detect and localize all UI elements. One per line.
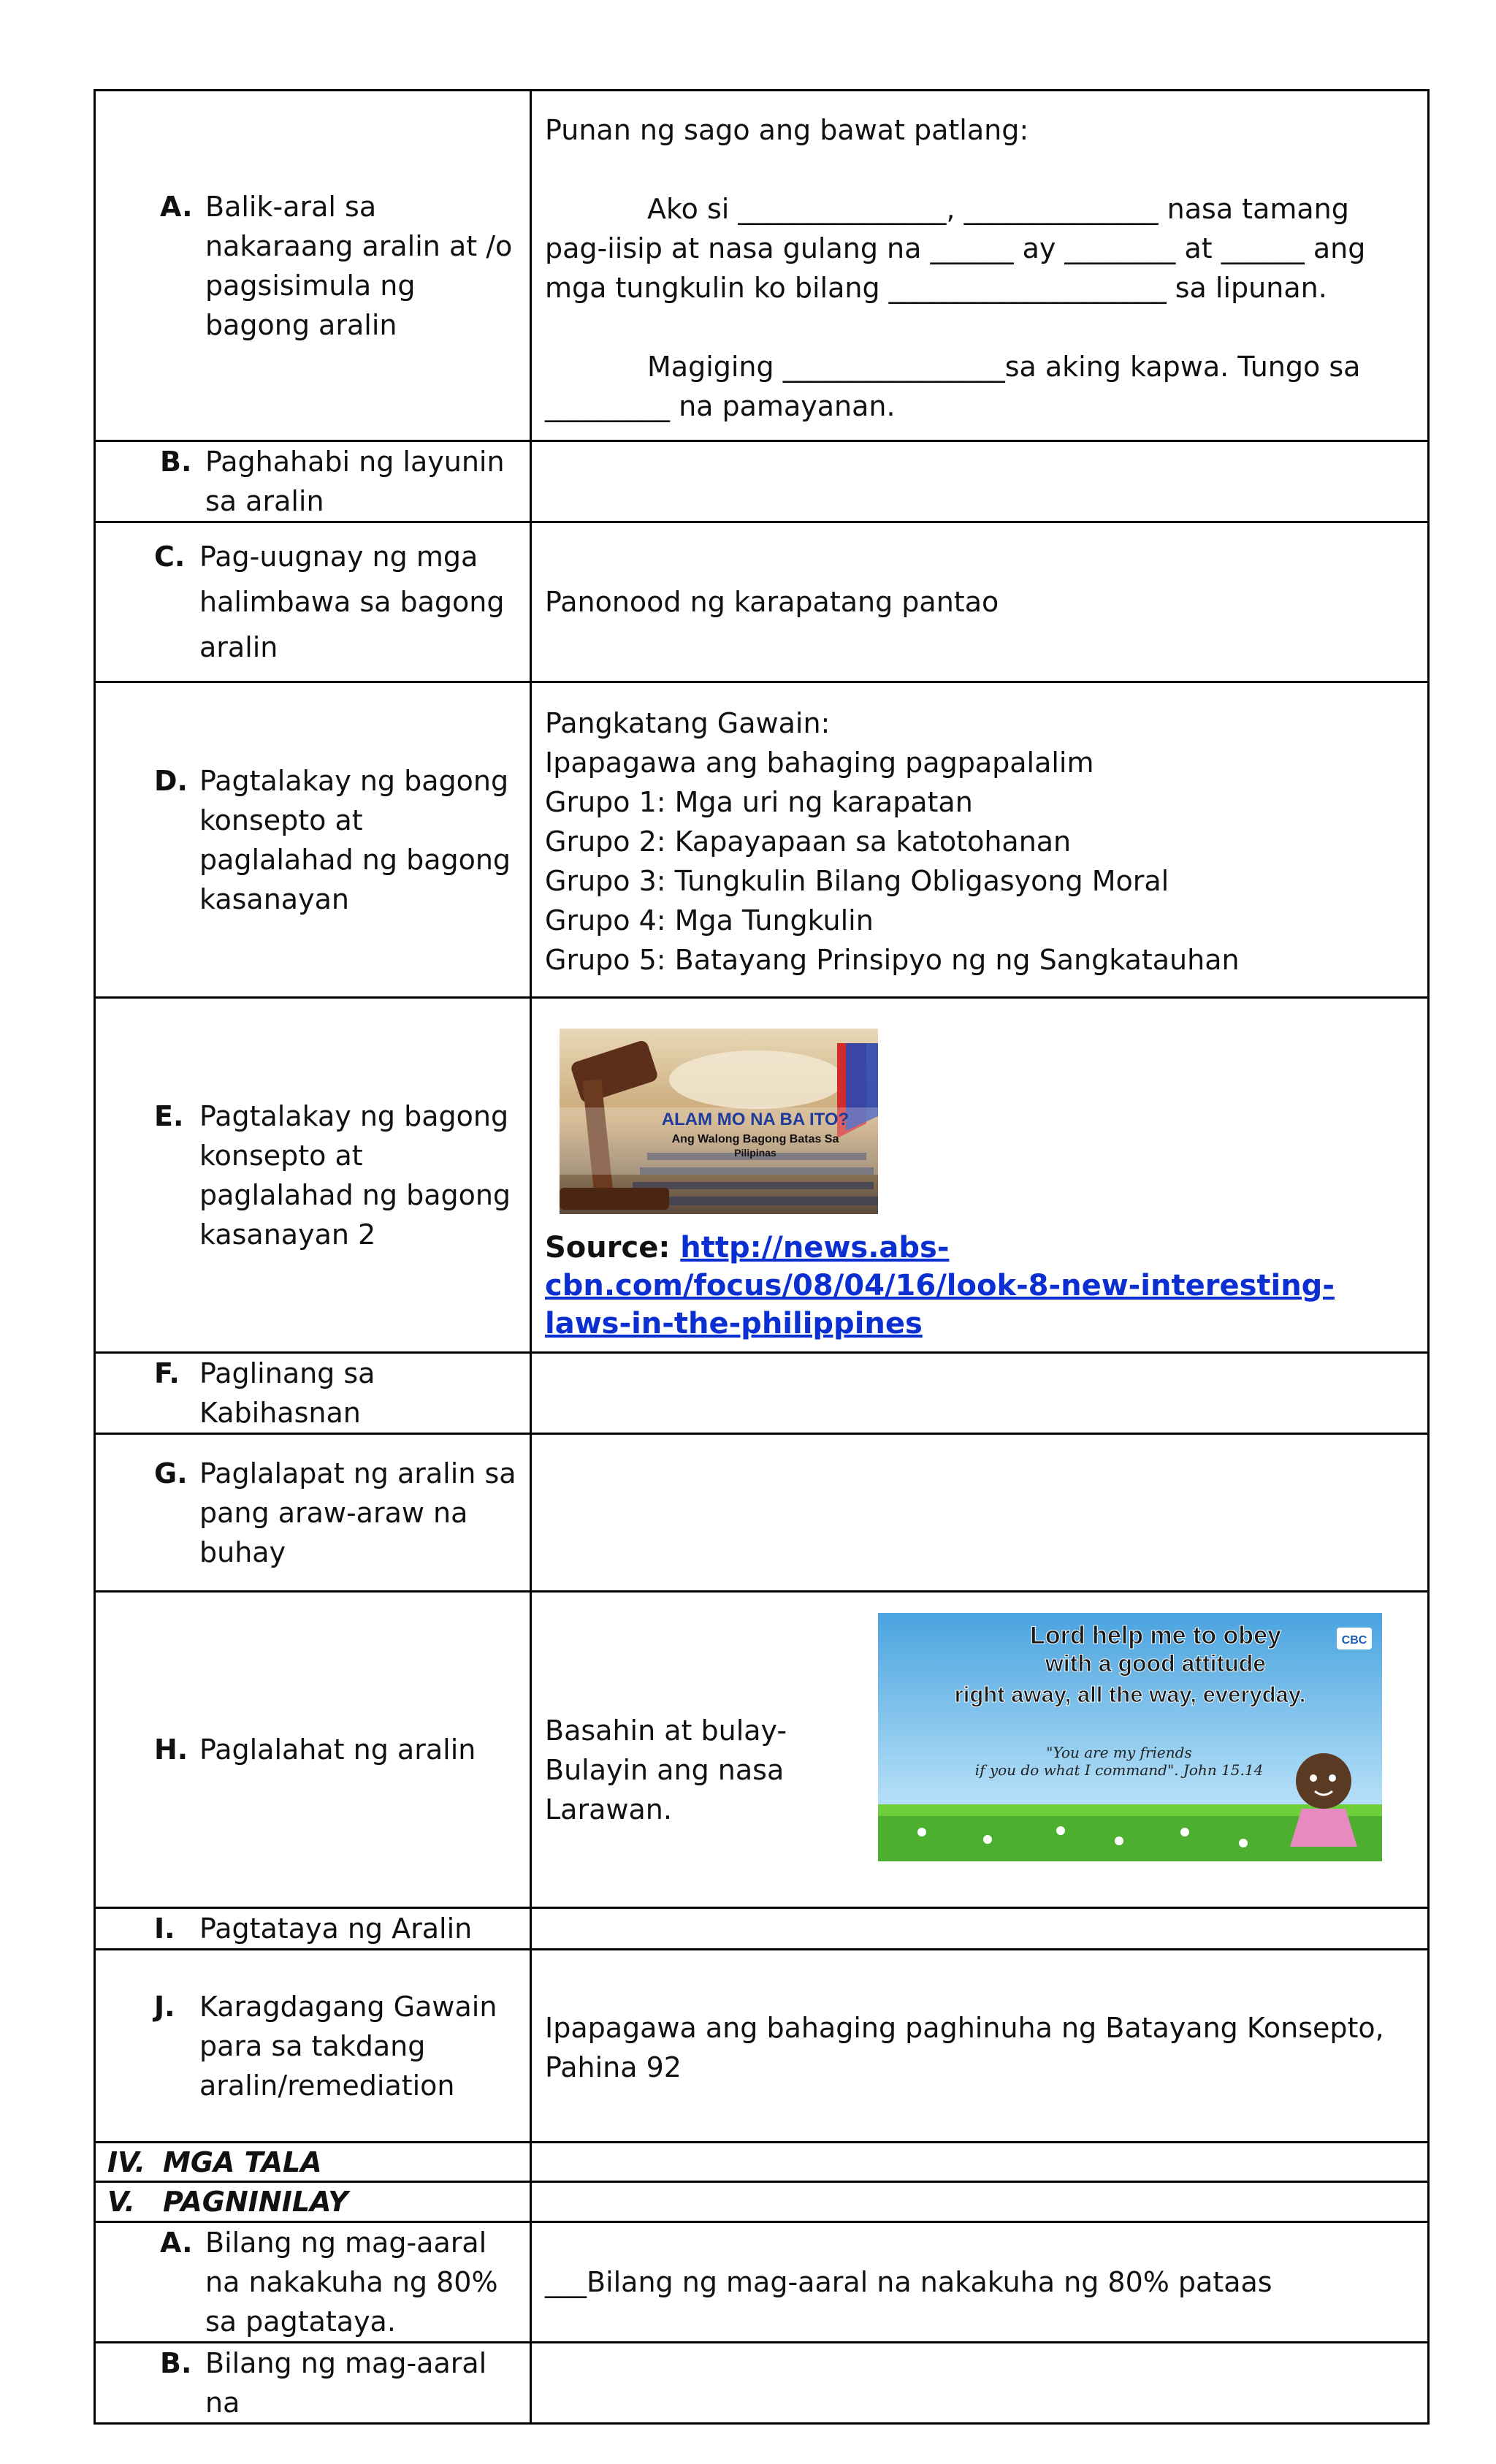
group-activity-line: Grupo 3: Tungkulin Bilang Obligasyong Moral: [545, 864, 1169, 897]
row-d-label-cell: [95, 682, 531, 998]
row-letter: A.: [160, 190, 193, 223]
group-activity-line: Pangkatang Gawain:: [545, 706, 831, 739]
row-c-label-cell: [95, 522, 531, 682]
fill-in-paragraph-2: Magiging ________________sa aking kapwa. Tungo sa _________ na pamayanan.: [545, 350, 1361, 422]
group-activity-line: Grupo 5: Batayang Prinsipyo ng ng Sangkatauhan: [545, 943, 1240, 976]
section-title: MGA TALA: [163, 2145, 322, 2178]
row-label: Pagtalakay ng bagong konsepto at paglalahad ng bagong kasanayan: [199, 764, 511, 915]
content-line: Larawan.: [545, 1793, 672, 1826]
image-subtitle-2: Pilipinas: [734, 1146, 776, 1159]
row-f-content-cell: [531, 1353, 1429, 1434]
row-label: Bilang ng mag-aaral na nakakuha ng 80% sa pagtataya.: [205, 2227, 498, 2338]
row-letter: E.: [154, 1099, 184, 1132]
row-a: [95, 91, 1429, 441]
source-link[interactable]: http://news.abs-cbn.com/focus/08/04/16/look-8-new-interesting-laws-in-the-philippines: [545, 1230, 1335, 1340]
row-g: [95, 1434, 1429, 1592]
lesson-plan-table: [94, 89, 1430, 2425]
row-e-label-cell: [95, 998, 531, 1353]
row-label: Bilang ng mag-aaral na: [205, 2347, 487, 2419]
section-title: PAGNINILAY: [163, 2186, 348, 2218]
row-letter: I.: [154, 1912, 175, 1945]
row-v-a: [95, 2222, 1429, 2343]
row-v: [95, 2182, 1429, 2222]
row-b-content-cell: [531, 441, 1429, 522]
section-v-cell: [95, 2182, 531, 2222]
row-d: [95, 682, 1429, 998]
group-activity-line: Grupo 4: Mga Tungkulin: [545, 904, 874, 937]
row-letter: F.: [154, 1357, 180, 1389]
row-b-label-cell: [95, 441, 531, 522]
obey-poster-image: [878, 1613, 1382, 1861]
row-h-content-cell: [531, 1592, 1429, 1908]
row-g-label-cell: [95, 1434, 531, 1592]
row-v-content-cell: [531, 2182, 1429, 2222]
content-line: Bulayin ang nasa: [545, 1754, 785, 1786]
source-citation: [545, 1229, 1414, 1343]
source-label: Source:: [545, 1230, 671, 1265]
poster-line-1: Lord help me to obey: [1030, 1622, 1281, 1649]
row-g-content-cell: [531, 1434, 1429, 1592]
row-v-b: [95, 2343, 1429, 2424]
poster-logo: CBC: [1341, 1634, 1367, 1647]
new-laws-image: [560, 1029, 878, 1214]
row-i-content-cell: [531, 1908, 1429, 1950]
row-label: Karagdagang Gawain para sa takdang aralin/remediation: [199, 1990, 497, 2102]
row-letter: B.: [160, 2347, 192, 2379]
row-v-a-content-cell: [531, 2222, 1429, 2343]
row-letter: J.: [154, 1990, 175, 2023]
row-a-label-cell: [95, 91, 531, 441]
row-label: Pag-uugnay ng mga halimbawa sa bagong aralin: [199, 541, 505, 663]
row-j-label-cell: [95, 1950, 531, 2143]
row-letter: B.: [160, 446, 192, 478]
row-c-content-cell: [531, 522, 1429, 682]
row-f-label-cell: [95, 1353, 531, 1434]
row-label: Pagtalakay ng bagong konsepto at paglalahad ng bagong kasanayan 2: [199, 1099, 511, 1251]
row-label: Paglalapat ng aralin sa pang araw-araw na buhay: [199, 1457, 516, 1568]
poster-line-3: right away, all the way, everyday.: [954, 1682, 1306, 1707]
poster-line-2: with a good attitude: [1045, 1650, 1267, 1677]
row-d-content-cell: [531, 682, 1429, 998]
section-iv-cell: [95, 2143, 531, 2182]
row-v-a-label-cell: [95, 2222, 531, 2343]
row-e-content-cell: [531, 998, 1429, 1353]
row-iv: [95, 2143, 1429, 2182]
row-v-b-content-cell: [531, 2343, 1429, 2424]
row-f: [95, 1353, 1429, 1434]
content-line: Basahin at bulay-: [545, 1714, 787, 1747]
image-subtitle-1: Ang Walong Bagong Batas Sa: [671, 1132, 839, 1145]
image-title: ALAM MO NA BA ITO?: [661, 1109, 850, 1129]
row-label: Paghahabi ng layunin sa aralin: [205, 446, 505, 517]
row-v-b-label-cell: [95, 2343, 531, 2424]
row-letter: G.: [154, 1457, 188, 1490]
section-number: IV.: [107, 2145, 146, 2178]
row-a-content-cell: [531, 91, 1429, 441]
row-letter: H.: [154, 1733, 188, 1766]
row-c-content: Panonood ng karapatang pantao: [545, 586, 999, 618]
section-number: V.: [107, 2186, 135, 2218]
row-i-label-cell: [95, 1908, 531, 1950]
row-h: [95, 1592, 1429, 1908]
row-j-content: Ipapagawa ang bahaging paghinuha ng Batayang Konsepto, Pahina 92: [545, 2011, 1384, 2083]
row-letter: D.: [154, 764, 188, 797]
row-label: Pagtataya ng Aralin: [199, 1912, 473, 1945]
row-letter: C.: [154, 541, 186, 573]
row-v-a-content: ___Bilang ng mag-aaral na nakakuha ng 80% pataas: [545, 2266, 1272, 2298]
group-activity-line: Grupo 2: Kapayapaan sa katotohanan: [545, 825, 1072, 858]
row-e: [95, 998, 1429, 1353]
fill-in-paragraph-1: Ako si _______________, ______________ nasa tamang pag-iisip at nasa gulang na ______ ay ________ at ______ ang mga tungkulin ko bilang ____________________ sa lipunan.: [545, 192, 1366, 304]
group-activity-line: Grupo 1: Mga uri ng karapatan: [545, 785, 973, 818]
fill-in-heading: Punan ng sago ang bawat patlang:: [545, 113, 1029, 146]
row-h-label-cell: [95, 1592, 531, 1908]
obey-poster-illustration: [878, 1613, 1382, 1861]
group-activity-line: Ipapagawa ang bahaging pagpapalalim: [545, 746, 1094, 779]
gavel-congress-illustration: [560, 1029, 878, 1214]
row-c: [95, 522, 1429, 682]
row-letter: A.: [160, 2227, 193, 2259]
row-label: Balik-aral sa nakaraang aralin at /o pagsisimula ng bagong aralin: [205, 190, 513, 341]
poster-quote-1: "You are my friends: [1046, 1744, 1192, 1761]
row-i: [95, 1908, 1429, 1950]
row-j: [95, 1950, 1429, 2143]
row-iv-content-cell: [531, 2143, 1429, 2182]
poster-quote-2: if you do what I command". John 15.14: [974, 1761, 1264, 1779]
row-b: [95, 441, 1429, 522]
row-label: Paglinang sa Kabihasnan: [199, 1357, 375, 1429]
row-j-content-cell: [531, 1950, 1429, 2143]
row-label: Paglalahat ng aralin: [199, 1733, 476, 1766]
